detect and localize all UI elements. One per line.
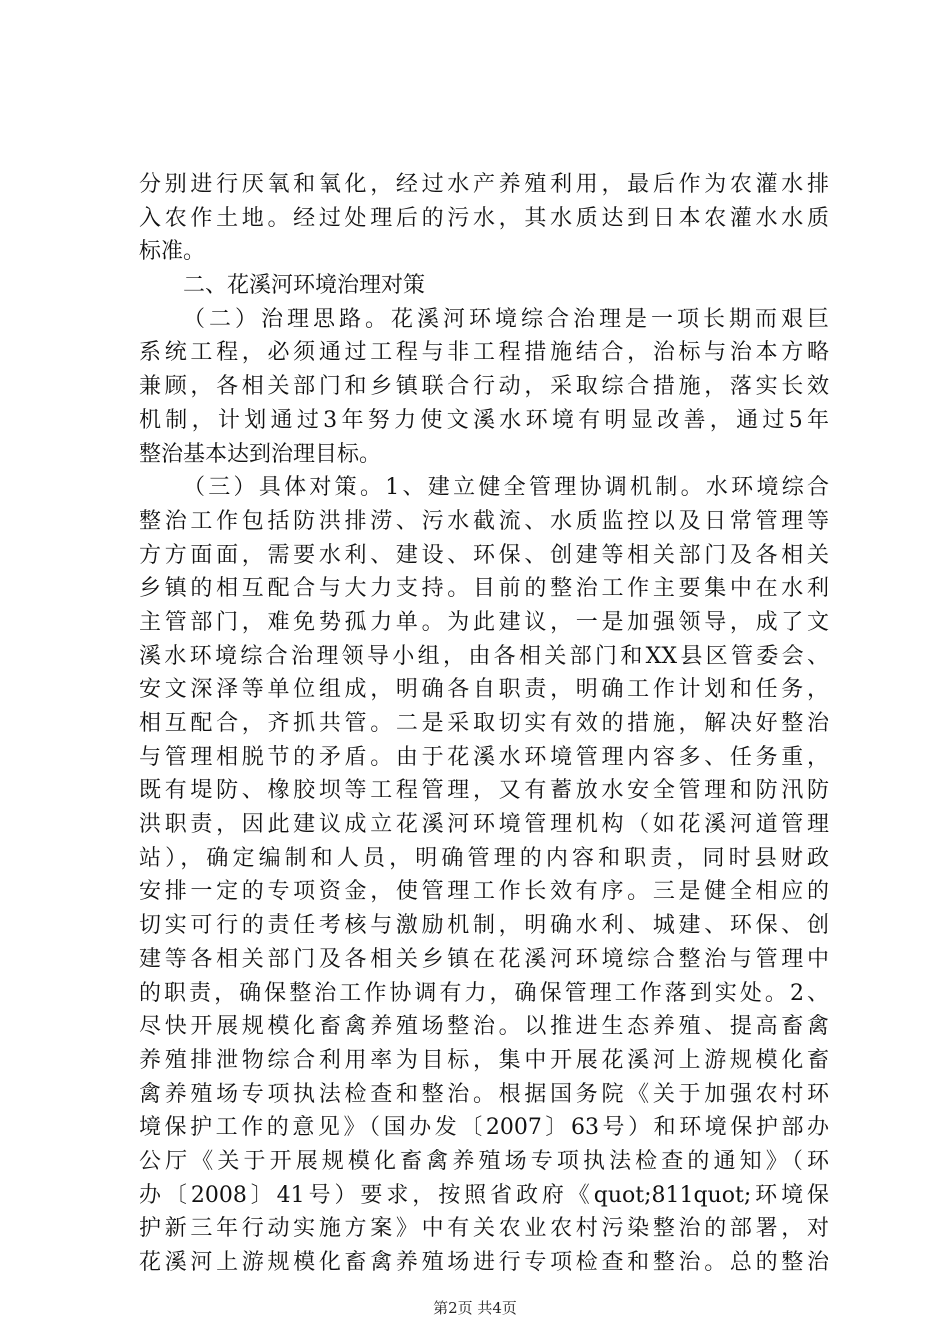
text-line: 方方面面，需要水利、建设、环保、创建等相关部门及各相关 [139, 542, 829, 568]
text-line: 整治基本达到治理目标。 [139, 441, 382, 467]
text-line: 入农作土地。经过处理后的污水，其水质达到日本农灌水水质 [139, 205, 829, 231]
text-line: 尽快开展规模化畜禽养殖场整治。以推进生态养殖、提高畜禽 [139, 1014, 829, 1040]
text-line: 系统工程，必须通过工程与非工程措施结合，治标与治本方略 [139, 340, 829, 366]
text-line: 既有堤防、橡胶坝等工程管理，又有蓄放水安全管理和防汛防 [139, 778, 829, 804]
text-line: 护新三年行动实施方案》中有关农业农村污染整治的部署，对 [139, 1216, 829, 1242]
text-line: 公厅《关于开展规模化畜禽养殖场专项执法检查的通知》（环 [139, 1148, 829, 1174]
text-line: 境保护工作的意见》（国办发〔2007〕63号）和环境保护部办 [139, 1115, 829, 1141]
text-line: 建等各相关部门及各相关乡镇在花溪河环境综合整治与管理中 [139, 946, 829, 972]
text-line: （三）具体对策。1、建立健全管理协调机制。水环境综合 [183, 475, 829, 501]
text-line: 标准。 [139, 239, 206, 265]
text-line: 溪水环境综合治理领导小组，由各相关部门和XX县区管委会、 [139, 643, 829, 669]
document-body [139, 168, 829, 1280]
text-line: 兼顾，各相关部门和乡镇联合行动，采取综合措施，落实长效 [139, 374, 829, 400]
text-line: 切实可行的责任考核与激励机制，明确水利、城建、环保、创 [139, 913, 829, 939]
text-line: 花溪河上游规模化畜禽养殖场进行专项检查和整治。总的整治 [139, 1250, 829, 1275]
text-line: （二）治理思路。花溪河环境综合治理是一项长期而艰巨 [183, 306, 829, 332]
text-line: 安排一定的专项资金，使管理工作长效有序。三是健全相应的 [139, 879, 829, 905]
text-line: 安文深泽等单位组成，明确各自职责，明确工作计划和任务， [139, 677, 829, 703]
text-line: 的职责，确保整治工作协调有力，确保管理工作落到实处。2、 [139, 980, 829, 1006]
page-footer: 第2页 共4页 [433, 1299, 517, 1317]
text-line: 整治工作包括防洪排涝、污水截流、水质监控以及日常管理等 [139, 508, 829, 534]
text-line: 洪职责，因此建议成立花溪河环境管理机构（如花溪河道管理 [139, 812, 829, 838]
text-line: 养殖排泄物综合利用率为目标，集中开展花溪河上游规模化畜 [139, 1047, 829, 1073]
text-line: 机制，计划通过3年努力使文溪水环境有明显改善，通过5年 [139, 407, 829, 433]
text-line: 乡镇的相互配合与大力支持。目前的整治工作主要集中在水利 [139, 576, 829, 602]
text-line: 相互配合，齐抓共管。二是采取切实有效的措施，解决好整治 [139, 711, 829, 736]
text-line: 与管理相脱节的矛盾。由于花溪水环境管理内容多、任务重， [139, 744, 829, 770]
text-line: 禽养殖场专项执法检查和整治。根据国务院《关于加强农村环 [139, 1081, 829, 1107]
text-line: 站），确定编制和人员，明确管理的内容和职责，同时县财政 [139, 845, 829, 871]
text-line: 分别进行厌氧和氧化，经过水产养殖利用，最后作为农灌水排 [139, 172, 829, 197]
text-line: 二、花溪河环境治理对策 [183, 273, 426, 299]
text-line: 主管部门，难免势孤力单。为此建议，一是加强领导，成了文 [139, 609, 829, 635]
text-line: 办〔2008〕41号）要求，按照省政府《quot;811quot;环境保 [139, 1182, 829, 1208]
